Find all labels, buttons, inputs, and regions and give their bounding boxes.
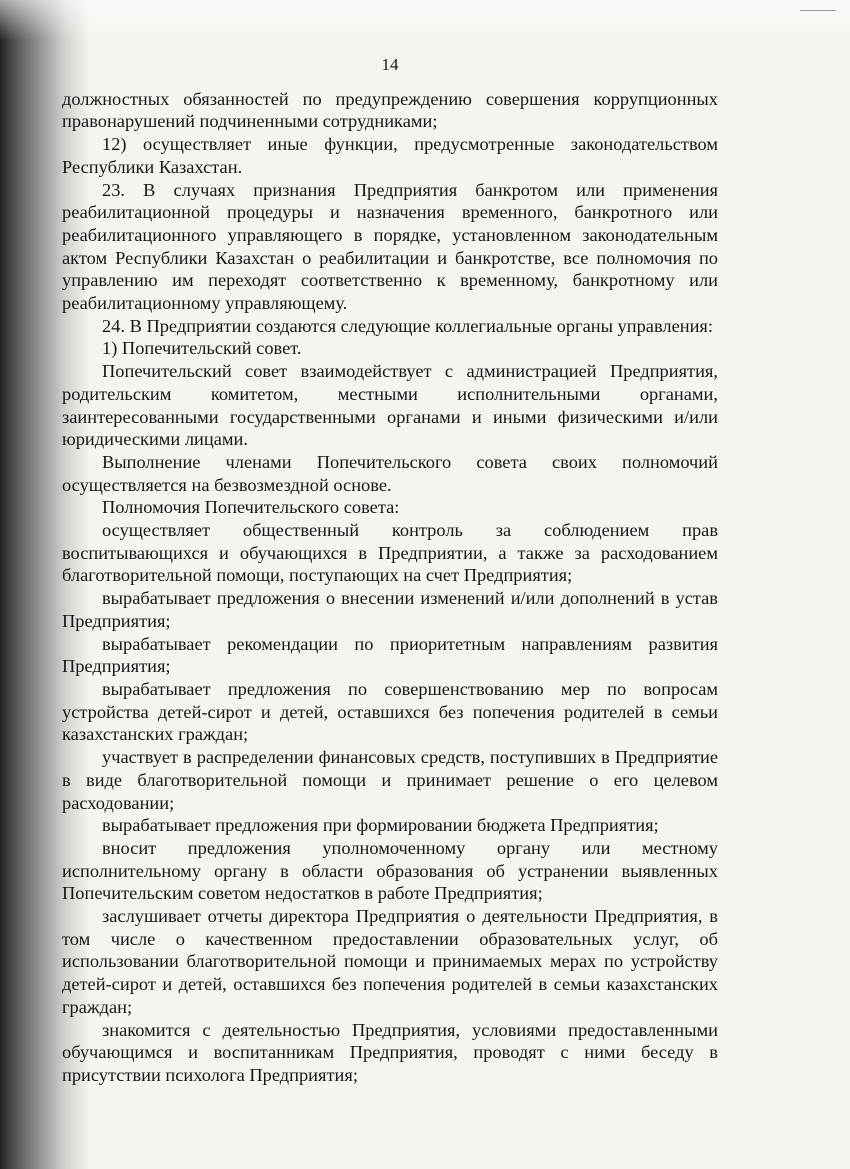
page-number: 14: [381, 55, 399, 74]
paragraph-continuation: должностных обязанностей по предупреждению совершения коррупционных правонарушений подчиненными сотрудниками;: [62, 88, 718, 132]
paragraph-power-familiarization: знакомится с деятельностью Предприятия, условиями предоставленными обучающимся и воспитанникам Предприятия, проводят с ними беседу в присутствии психолога Предприятия;: [62, 1019, 718, 1085]
paragraph-council-interaction: Попечительский совет взаимодействует с администрацией Предприятия, родительским комитетом, местными исполнительными органами, заинтересованными государственными органами и иными физическими и/или юридическими лицами.: [62, 361, 718, 450]
paragraph-council-powers-heading: Полномочия Попечительского совета:: [102, 497, 400, 518]
paragraph-power-director-reports: заслушивает отчеты директора Предприятия о деятельности Предприятия, в том числе о качественном предоставлении образовательных услуг, об использовании благотворительной помощи и принимаемых мерах по устройству детей-сирот и детей, оставшихся без попечения родителей в семьи казахстанских граждан;: [62, 906, 718, 1017]
paragraph-clause-23: 23. В случаях признания Предприятия банкротом или применения реабилитационной процедуры и назначения временного, банкротного или реабилитационного управляющего в порядке, установленном законодательным актом Республики Казахстан о реабилитации и банкротстве, все полномочия по управлению им переходят соответственно к временному, банкротному или реабилитационному управляющему.: [62, 179, 718, 314]
paragraph-power-budget: вырабатывает предложения при формировании бюджета Предприятия;: [102, 815, 659, 836]
paragraph-clause-24: 24. В Предприятии создаются следующие коллегиальные органы управления:: [102, 315, 713, 336]
document-page: [62, 54, 718, 1087]
scan-corner-mark: [800, 10, 836, 11]
paragraph-power-charter-amendments: вырабатывает предложения о внесении изменений и/или дополнений в устав Предприятия;: [62, 588, 718, 631]
paragraph-council-gratuitous: Выполнение членами Попечительского совета своих полномочий осуществляется на безвозмездной основе.: [62, 451, 718, 495]
paragraph-power-public-control: осуществляет общественный контроль за соблюдением прав воспитывающихся и обучающихся в Предприятии, а также за расходованием благотворительной помощи, поступающих на счет Предприятия;: [62, 520, 718, 586]
scan-top-shade: [0, 0, 850, 40]
paragraph-power-priority-directions: вырабатывает рекомендации по приоритетным направлениям развития Предприятия;: [62, 633, 718, 677]
paragraph-power-proposals: вносит предложения уполномоченному органу или местному исполнительному органу в области образования об устранении выявленных Попечительским советом недостатков в работе Предприятия;: [62, 837, 718, 904]
paragraph-trustee-council-heading: 1) Попечительский совет.: [102, 338, 302, 359]
paragraph-power-orphan-placement: вырабатывает предложения по совершенствованию мер по вопросам устройства детей-сирот и детей, оставшихся без попечения родителей в семьи казахстанских граждан;: [62, 678, 718, 745]
paragraph-power-charity-distribution: участвует в распределении финансовых средств, поступивших в Предприятие в виде благотворительной помощи и принимает решение о его целевом расходовании;: [62, 747, 718, 813]
paragraph-item-12: 12) осуществляет иные функции, предусмотренные законодательством Республики Казахстан.: [62, 134, 718, 177]
